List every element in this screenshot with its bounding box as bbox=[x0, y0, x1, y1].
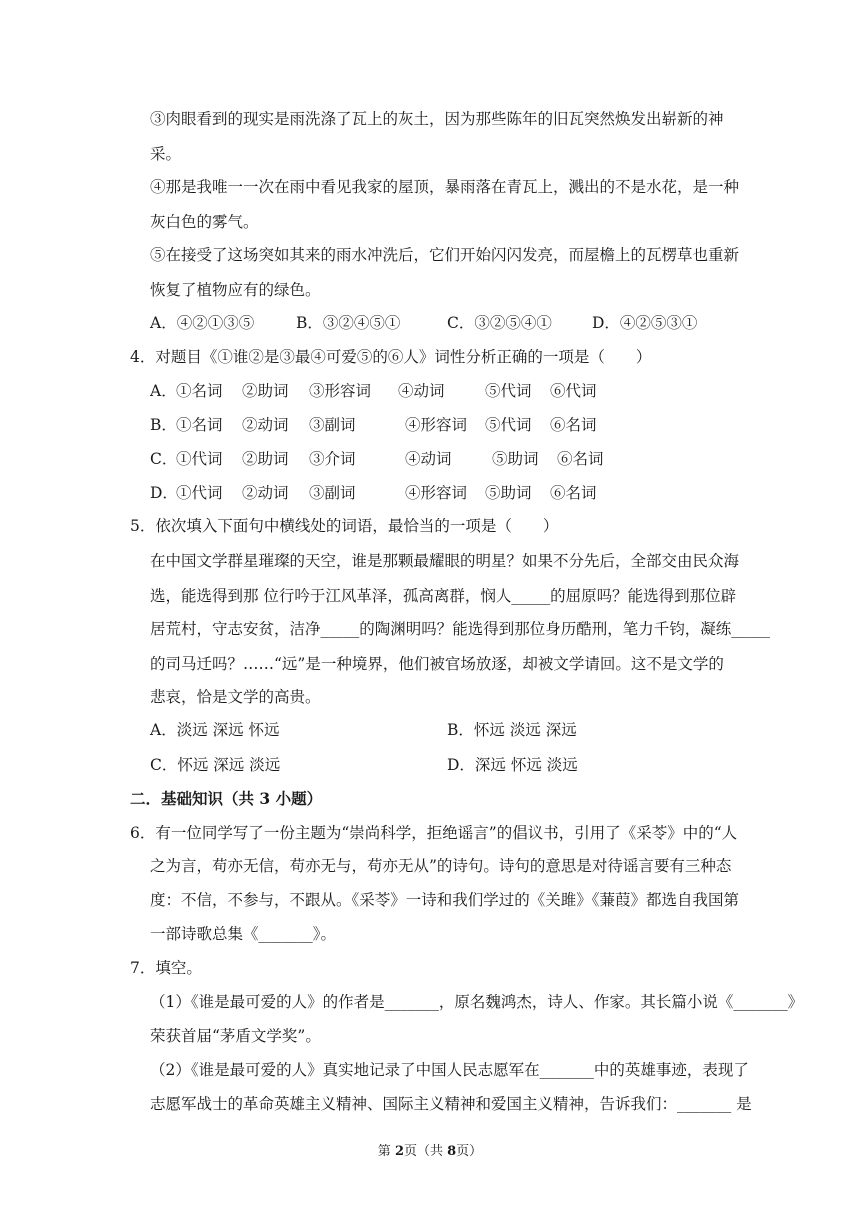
q5-passage-line-1: 在中国文学群星璀璨的天空，谁是那颗最耀眼的明星？如果不分先后，全部交由民众海 bbox=[150, 552, 740, 570]
q7-sub1-line-1: （1）《谁是最可爱的人》的作者是_______，原名魏鸿杰，诗人、作家。其长篇小说《_______》 bbox=[150, 993, 804, 1011]
q4-option-c-item-6: ⑥名词 bbox=[557, 450, 604, 468]
footer-middle: 页（共 bbox=[403, 1144, 448, 1159]
q4-option-b-item-2: ②动词 bbox=[242, 416, 289, 434]
q4-option-a-item-5: ⑤代词 bbox=[485, 382, 532, 400]
paragraph-3-line-2: 采。 bbox=[150, 145, 182, 163]
q4-option-d-item-2: ②动词 bbox=[242, 484, 289, 502]
q4-option-b-item-3: ③副词 bbox=[309, 416, 356, 434]
paragraph-4-line-2: 灰白色的雾气。 bbox=[150, 213, 259, 231]
q4-option-a-item-2: ②助词 bbox=[242, 382, 289, 400]
q4-option-b-item-6: ⑥名词 bbox=[550, 416, 597, 434]
q4-option-a-item-4: ④动词 bbox=[398, 382, 445, 400]
q5-passage-line-4: 的司马迁吗？……“远”是一种境界，他们被官场放逐，却被文学请回。这不是文学的 bbox=[150, 655, 724, 673]
q5-passage-line-5: 悲哀，恰是文学的高贵。 bbox=[150, 688, 321, 706]
q4-option-d-item-6: ⑥名词 bbox=[550, 484, 597, 502]
paragraph-4-line-1: ④那是我唯一一次在雨中看见我家的屋顶，暴雨落在青瓦上，溅出的不是水花，是一种 bbox=[150, 178, 740, 196]
q7-sub2-line-2: 志愿军战士的革命英雄主义精神、国际主义精神和爱国主义精神，告诉我们：_______ 是 bbox=[150, 1095, 752, 1113]
paragraph-3-line-1: ③肉眼看到的现实是雨洗涤了瓦上的灰土，因为那些陈年的旧瓦突然焕发出崭新的神 bbox=[150, 110, 724, 128]
q6-line-4: 一部诗歌总集《_______》。 bbox=[150, 925, 337, 943]
footer-page-number: 2 bbox=[394, 1144, 404, 1159]
footer-suffix: 页） bbox=[456, 1144, 483, 1159]
q5-option-b: B．怀远 淡远 深远 bbox=[447, 721, 577, 739]
q5-option-d: D．深远 怀远 淡远 bbox=[447, 756, 578, 774]
footer-prefix: 第 bbox=[377, 1144, 395, 1159]
q4-option-d-letter: D． bbox=[150, 484, 178, 502]
q4-option-d-item-3: ③副词 bbox=[309, 484, 356, 502]
q4-option-c-item-2: ②助词 bbox=[242, 450, 289, 468]
q4-option-b-item-5: ⑤代词 bbox=[485, 416, 532, 434]
q5-option-a: A．淡远 深远 怀远 bbox=[150, 721, 280, 739]
q4-option-c-item-4: ④动词 bbox=[405, 450, 452, 468]
q7-sub1-line-2: 荣获首届“茅盾文学奖”。 bbox=[150, 1027, 321, 1045]
q5-stem: 5．依次填入下面句中横线处的词语，最恰当的一项是（ ） bbox=[130, 517, 559, 535]
q6-line-1: 6．有一位同学写了一份主题为“崇尚科学，拒绝谣言”的倡议书，引用了《采苓》中的“人 bbox=[130, 824, 738, 842]
q4-option-b-letter: B． bbox=[150, 416, 177, 434]
q4-option-b-item-4: ④形容词 bbox=[405, 416, 468, 434]
q4-option-d-item-1: ①代词 bbox=[176, 484, 223, 502]
q6-line-3: 度：不信，不参与，不跟从。《采苓》一诗和我们学过的《关雎》《蒹葭》都选自我国第 bbox=[150, 891, 740, 909]
q4-option-d-item-4: ④形容词 bbox=[405, 484, 468, 502]
footer-total-pages: 8 bbox=[447, 1144, 457, 1159]
q4-option-a-item-3: ③形容词 bbox=[309, 382, 372, 400]
q4-option-b-item-1: ①名词 bbox=[176, 416, 223, 434]
q3-option-b: B．③②④⑤① bbox=[296, 314, 401, 332]
q4-option-c-letter: C． bbox=[150, 450, 178, 468]
page-footer bbox=[0, 1144, 860, 1160]
q4-option-c-item-1: ①代词 bbox=[176, 450, 223, 468]
q4-option-a-letter: A． bbox=[150, 382, 177, 400]
q7-stem: 7．填空。 bbox=[130, 959, 202, 977]
q3-option-d: D．④②⑤③① bbox=[592, 314, 698, 332]
q3-option-a: A．④②①③⑤ bbox=[150, 314, 255, 332]
q3-option-c: C．③②⑤④① bbox=[447, 314, 552, 332]
q4-stem: 4．对题目《①谁②是③最④可爱⑤的⑥人》词性分析正确的一项是（ ） bbox=[130, 348, 652, 366]
q5-passage-line-2: 选，能选得到那 位行吟于江风革泽，孤高离群，悯人_____的屈原吗？能选得到那位辟 bbox=[150, 587, 737, 605]
q4-option-c-item-3: ③介词 bbox=[309, 450, 356, 468]
q5-passage-line-3: 居荒村，守志安贫，洁净_____的陶渊明吗？能选得到那位身历酷刑，笔力千钧，凝练_____ bbox=[150, 620, 771, 638]
q4-option-c-item-5: ⑤助词 bbox=[492, 450, 539, 468]
q4-option-a-item-1: ①名词 bbox=[176, 382, 223, 400]
q4-option-a-item-6: ⑥代词 bbox=[550, 382, 597, 400]
q7-sub2-line-1: （2）《谁是最可爱的人》真实地记录了中国人民志愿军在_______中的英雄事迹，表现了 bbox=[150, 1061, 749, 1079]
q6-line-2: 之为言，苟亦无信，苟亦无与，苟亦无从”的诗句。诗句的意思是对待谣言要有三种态 bbox=[150, 857, 732, 875]
q5-option-c: C．怀远 深远 淡远 bbox=[150, 756, 281, 774]
paragraph-5-line-1: ⑤在接受了这场突如其来的雨水冲洗后，它们开始闪闪发亮，而屋檐上的瓦楞草也重新 bbox=[150, 246, 740, 264]
section-2-heading: 二．基础知识（共 3 小题） bbox=[130, 789, 323, 808]
paragraph-5-line-2: 恢复了植物应有的绿色。 bbox=[150, 281, 321, 299]
q4-option-d-item-5: ⑤助词 bbox=[485, 484, 532, 502]
